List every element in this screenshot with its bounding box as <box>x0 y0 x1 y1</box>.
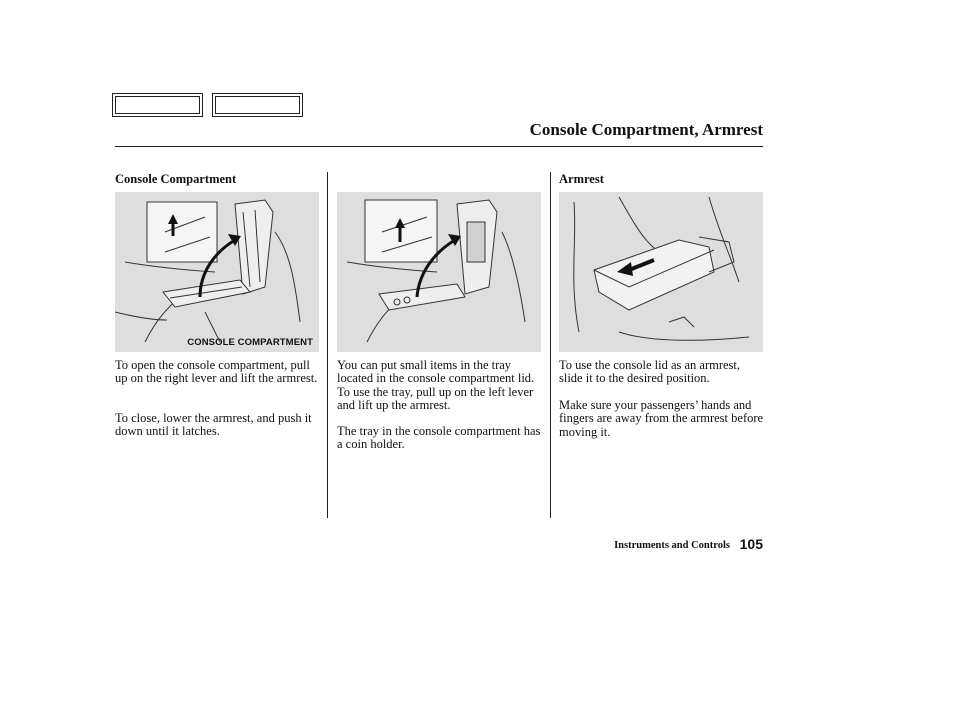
page-title: Console Compartment, Armrest <box>529 120 763 139</box>
figure-caption: CONSOLE COMPARTMENT <box>187 337 313 348</box>
console-open-illustration <box>115 192 319 352</box>
section-heading: Armrest <box>559 172 604 186</box>
armrest-slide-drawing <box>559 192 763 352</box>
console-tray-illustration <box>337 192 541 352</box>
title-rule <box>115 146 763 147</box>
column-divider-1 <box>327 172 328 518</box>
footer-section-name: Instruments and Controls <box>614 540 730 551</box>
section-heading: Console Compartment <box>115 172 237 186</box>
column-console-compartment <box>115 172 320 187</box>
paragraph-armrest-warning: Make sure your passengers’ hands and fingers are away from the armrest before moving it. <box>559 398 764 439</box>
paragraph-tray-instructions: You can put small items in the tray located in the console compartment lid. To use the tray, pull up on the left lever and lift up the armrest. <box>337 358 535 413</box>
paragraph-open-instructions: To open the console compartment, pull up on the right lever and lift the armrest. <box>115 358 318 386</box>
paragraph-close-instructions: To close, lower the armrest, and push it down until it latches. <box>115 411 312 439</box>
paragraph-coin-holder: The tray in the console compartment has a coin holder. <box>337 424 541 452</box>
console-tray-drawing <box>337 192 541 352</box>
paragraph-armrest-use: To use the console lid as an armrest, slide it to the desired position. <box>559 358 741 386</box>
page-number: 105 <box>739 536 763 552</box>
nav-tab-box-1[interactable] <box>112 93 203 117</box>
column-divider-2 <box>550 172 551 518</box>
armrest-slide-illustration <box>559 192 763 352</box>
column-armrest <box>559 172 764 187</box>
console-open-drawing <box>115 192 319 352</box>
nav-tab-box-2[interactable] <box>212 93 303 117</box>
